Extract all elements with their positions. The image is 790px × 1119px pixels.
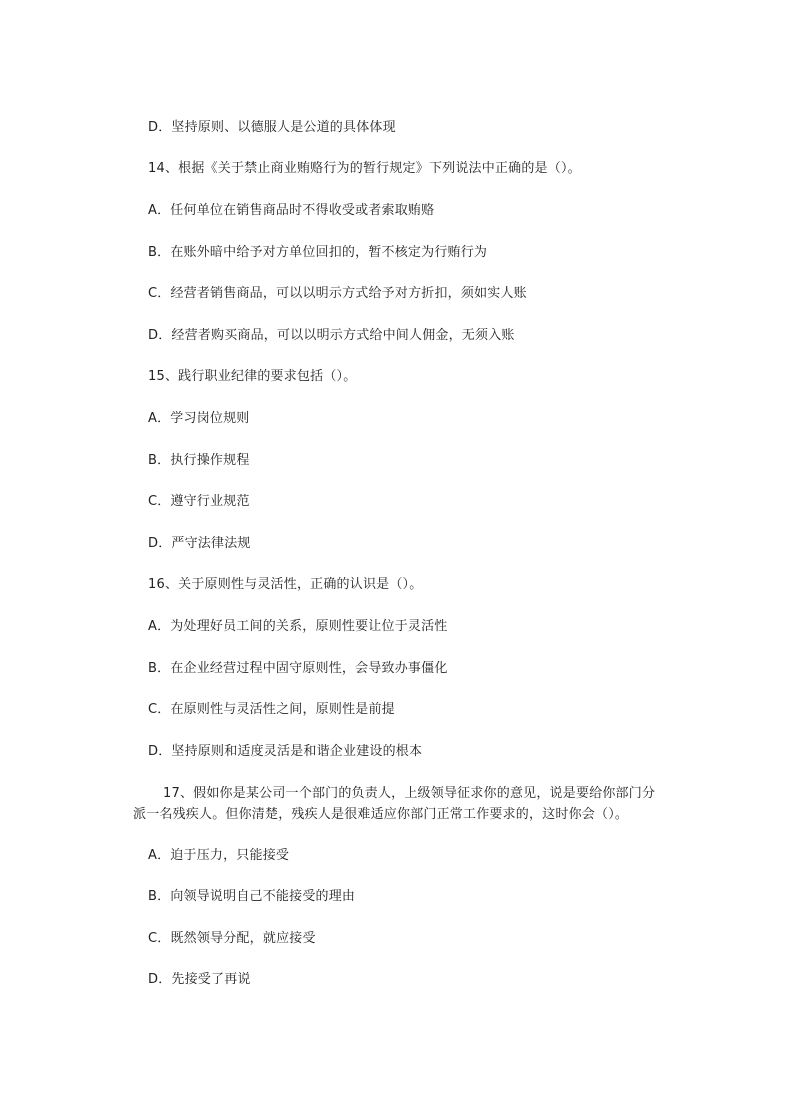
q17-option-a: A．迫于压力，只能接受 bbox=[148, 848, 290, 863]
q17-option-b: B．向领导说明自己不能接受的理由 bbox=[148, 889, 356, 904]
q17-question bbox=[133, 783, 668, 825]
q14-option-c: C．经营者销售商品，可以以明示方式给予对方折扣，须如实人账 bbox=[148, 286, 527, 301]
q16-option-c: C．在原则性与灵活性之间，原则性是前提 bbox=[148, 702, 395, 717]
q16-option-d: D．坚持原则和适度灵活是和谐企业建设的根本 bbox=[148, 744, 423, 759]
q15-option-c: C．遵守行业规范 bbox=[148, 494, 250, 509]
q14-question: 14、根据《关于禁止商业贿赂行为的暂行规定》下列说法中正确的是（）。 bbox=[148, 161, 581, 176]
q17-option-c: C．既然领导分配，就应接受 bbox=[148, 931, 316, 946]
q14-option-a: A．任何单位在销售商品时不得收受或者索取贿赂 bbox=[148, 203, 435, 218]
q15-option-b: B．执行操作规程 bbox=[148, 453, 250, 468]
q16-option-a: A．为处理好员工间的关系，原则性要让位于灵活性 bbox=[148, 619, 448, 634]
q15-question: 15、践行职业纪律的要求包括（）。 bbox=[148, 369, 357, 384]
q14-option-d: D．经营者购买商品，可以以明示方式给中间人佣金，无须入账 bbox=[148, 328, 515, 343]
q16-question: 16、关于原则性与灵活性，正确的认识是（）。 bbox=[148, 577, 423, 592]
q15-option-a: A．学习岗位规则 bbox=[148, 411, 250, 426]
q17-line-2: 派一名残疾人。但你清楚，残疾人是很难适应你部门正常工作要求的，这时你会（）。 bbox=[133, 807, 629, 822]
q14-option-b: B．在账外暗中给予对方单位回扣的，暂不核定为行贿行为 bbox=[148, 245, 488, 260]
q15-option-d: D．严守法律法规 bbox=[148, 536, 251, 551]
q17-line-1: 17、假如你是某公司一个部门的负责人，上级领导征求你的意见，说是要给你部门分 bbox=[163, 786, 656, 801]
q13-option-d: D．坚持原则、以德服人是公道的具体体现 bbox=[148, 120, 396, 135]
q16-option-b: B．在企业经营过程中固守原则性，会导致办事僵化 bbox=[148, 661, 448, 676]
q17-option-d: D．先接受了再说 bbox=[148, 972, 251, 987]
